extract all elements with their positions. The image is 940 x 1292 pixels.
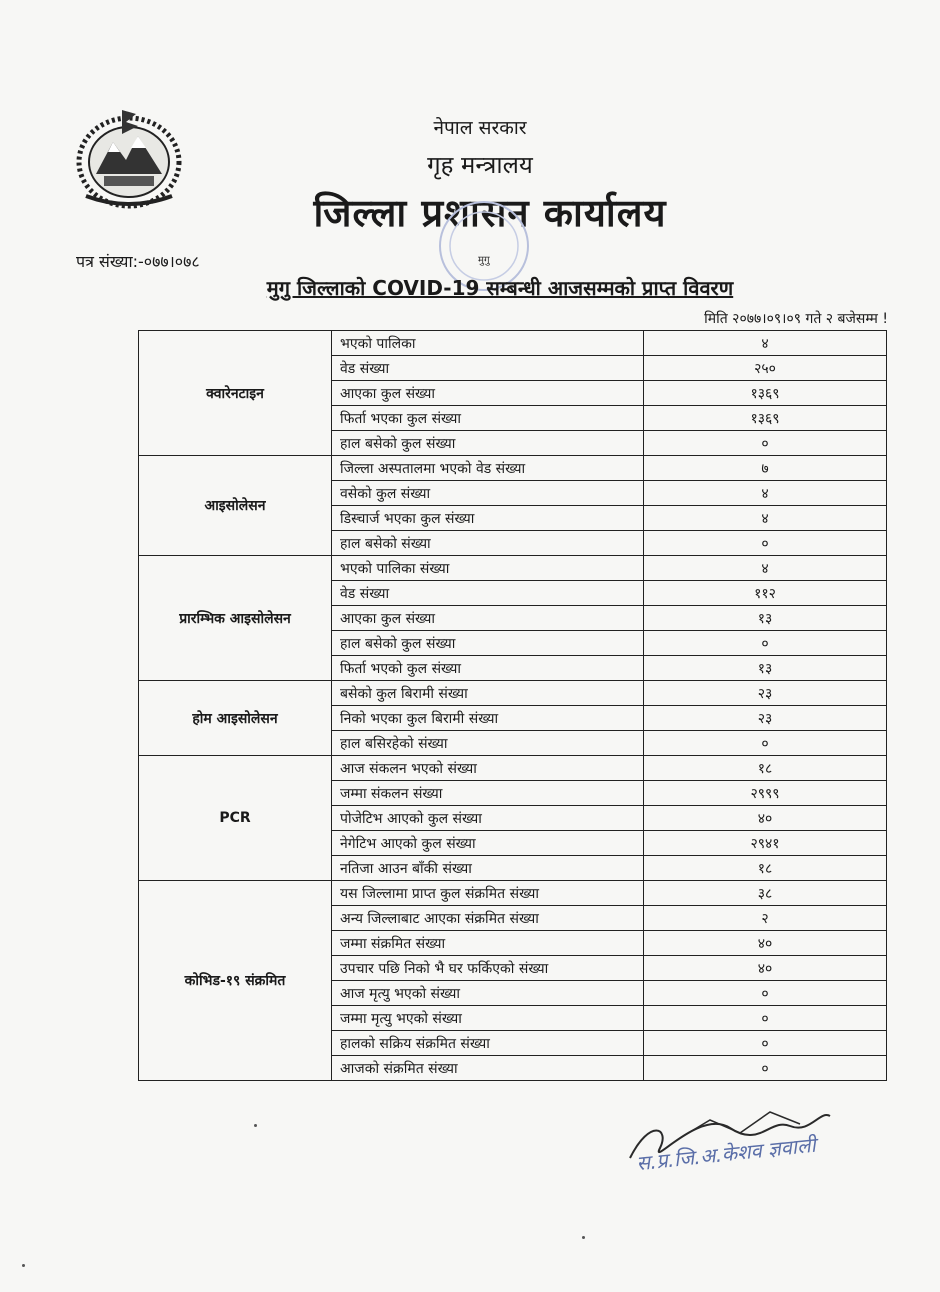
row-value: २	[644, 906, 887, 931]
stamp-label: मुगु	[478, 255, 490, 266]
row-value: ०	[644, 981, 887, 1006]
table-row	[139, 456, 887, 481]
speck	[22, 1264, 25, 1267]
row-label: हालको सक्रिय संक्रमित संख्या	[332, 1031, 644, 1056]
row-value: ७	[644, 456, 887, 481]
row-label: हाल बसेको कुल संख्या	[332, 431, 644, 456]
group-name: कोभिड-१९ संक्रमित	[139, 881, 332, 1081]
row-value: ४	[644, 331, 887, 356]
row-value: ३८	[644, 881, 887, 906]
government-name: नेपाल सरकार	[433, 117, 527, 139]
row-label: जम्मा संकलन संख्या	[332, 781, 644, 806]
row-value: ४०	[644, 931, 887, 956]
row-label: आएका कुल संख्या	[332, 606, 644, 631]
row-value: २५०	[644, 356, 887, 381]
table-row	[139, 681, 887, 706]
covid-status-table	[138, 330, 887, 1081]
row-value: २३	[644, 706, 887, 731]
row-value: ०	[644, 1006, 887, 1031]
row-value: ०	[644, 731, 887, 756]
row-value: १३६९	[644, 381, 887, 406]
ministry-name: गृह मन्त्रालय	[427, 151, 533, 179]
row-label: आजको संक्रमित संख्या	[332, 1056, 644, 1081]
row-label: जम्मा मृत्यु भएको संख्या	[332, 1006, 644, 1031]
row-label: जम्मा संक्रमित संख्या	[332, 931, 644, 956]
row-label: नतिजा आउन बाँकी संख्या	[332, 856, 644, 881]
row-label: अन्य जिल्लाबाट आएका संक्रमित संख्या	[332, 906, 644, 931]
document-title: मुगु जिल्लाको COVID-19 सम्बन्धी आजसम्मको प्राप्त विवरण	[266, 276, 734, 300]
row-label: फिर्ता भएका कुल संख्या	[332, 406, 644, 431]
row-label: बसेको कुल बिरामी संख्या	[332, 681, 644, 706]
row-label: हाल बसेको कुल संख्या	[332, 631, 644, 656]
row-value: ४	[644, 506, 887, 531]
row-label: वेड संख्या	[332, 356, 644, 381]
row-value: १८	[644, 856, 887, 881]
row-value: ०	[644, 1056, 887, 1081]
row-label: निको भएका कुल बिरामी संख्या	[332, 706, 644, 731]
row-value: २९९९	[644, 781, 887, 806]
row-value: ०	[644, 1031, 887, 1056]
table-row	[139, 331, 887, 356]
row-value: ४०	[644, 806, 887, 831]
reference-number: पत्र संख्या:-०७७।०७८	[76, 252, 200, 271]
row-label: आएका कुल संख्या	[332, 381, 644, 406]
row-label: भएको पालिका	[332, 331, 644, 356]
office-name: जिल्ला प्रशासन कार्यालय	[313, 191, 667, 235]
row-label: वेड संख्या	[332, 581, 644, 606]
row-value: ४०	[644, 956, 887, 981]
government-emblem-icon	[68, 104, 190, 214]
group-name: होम आइसोलेसन	[139, 681, 332, 756]
row-value: २३	[644, 681, 887, 706]
row-value: ४	[644, 481, 887, 506]
row-value: १३	[644, 656, 887, 681]
group-name: PCR	[139, 756, 332, 881]
row-label: यस जिल्लामा प्राप्त कुल संक्रमित संख्या	[332, 881, 644, 906]
table-row	[139, 556, 887, 581]
signature-name: स.प्र.जि.अ.केशव ज्ञवाली	[635, 1132, 817, 1176]
row-value: २९४१	[644, 831, 887, 856]
row-label: हाल बसेको संख्या	[332, 531, 644, 556]
row-value: ०	[644, 631, 887, 656]
row-value: ४	[644, 556, 887, 581]
table-row	[139, 881, 887, 906]
group-name: आइसोलेसन	[139, 456, 332, 556]
row-label: हाल बसिरहेको संख्या	[332, 731, 644, 756]
row-label: पोजेटिभ आएको कुल संख्या	[332, 806, 644, 831]
row-value: ११२	[644, 581, 887, 606]
row-value: १३६९	[644, 406, 887, 431]
speck	[254, 1124, 257, 1127]
group-name: प्रारम्भिक आइसोलेसन	[139, 556, 332, 681]
row-label: आज मृत्यु भएको संख्या	[332, 981, 644, 1006]
row-value: १८	[644, 756, 887, 781]
row-value: १३	[644, 606, 887, 631]
row-label: आज संकलन भएको संख्या	[332, 756, 644, 781]
row-label: जिल्ला अस्पतालमा भएको वेड संख्या	[332, 456, 644, 481]
row-label: डिस्चार्ज भएका कुल संख्या	[332, 506, 644, 531]
table-row	[139, 756, 887, 781]
row-label: उपचार पछि निको भै घर फर्किएको संख्या	[332, 956, 644, 981]
group-name: क्वारेनटाइन	[139, 331, 332, 456]
row-value: ०	[644, 431, 887, 456]
date-line: मिति २०७७।०९।०९ गते २ बजेसम्म !	[704, 311, 888, 327]
row-label: नेगेटिभ आएको कुल संख्या	[332, 831, 644, 856]
row-label: वसेको कुल संख्या	[332, 481, 644, 506]
speck	[582, 1236, 585, 1239]
row-value: ०	[644, 531, 887, 556]
row-label: फिर्ता भएको कुल संख्या	[332, 656, 644, 681]
row-label: भएको पालिका संख्या	[332, 556, 644, 581]
